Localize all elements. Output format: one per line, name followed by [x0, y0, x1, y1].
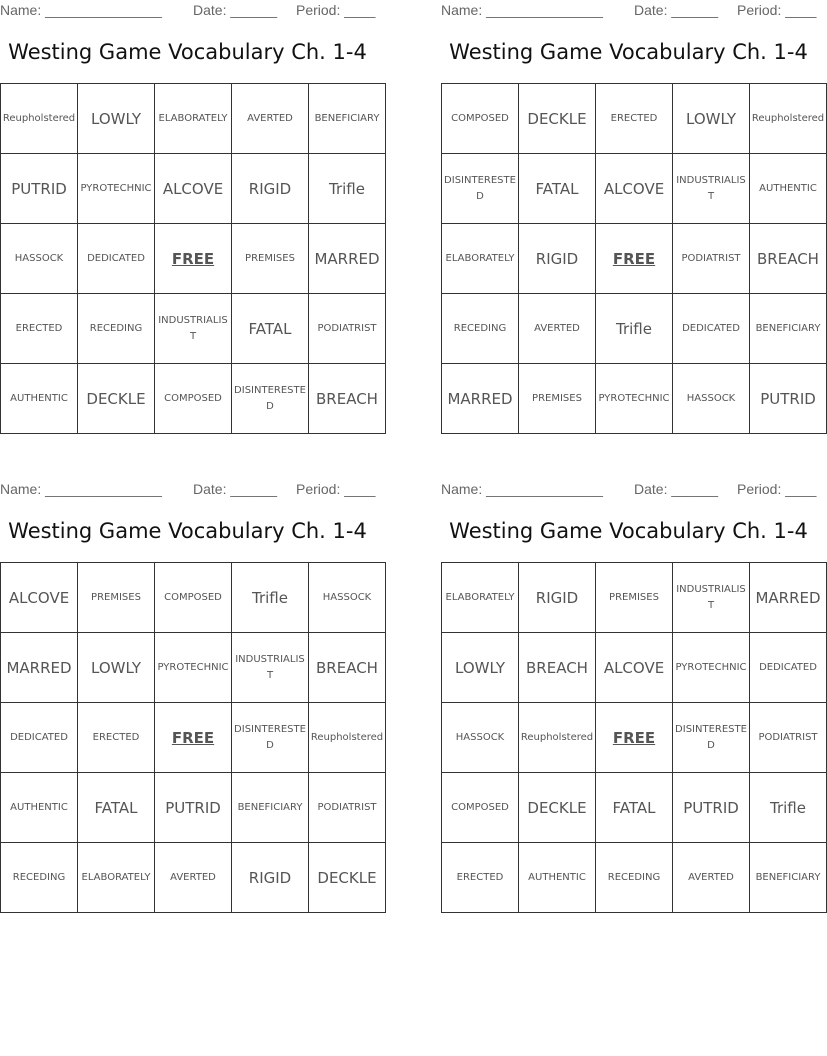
- free-space-cell: FREE: [596, 703, 673, 773]
- grid-cell: ELABORATELY: [78, 843, 155, 913]
- date-field: Date: ______: [193, 481, 278, 497]
- grid-cell: ELABORATELY: [155, 84, 232, 154]
- grid-cell: MARRED: [1, 633, 78, 703]
- date-field: Date: ______: [634, 2, 719, 18]
- grid-cell: AUTHENTIC: [519, 843, 596, 913]
- grid-cell: FATAL: [596, 773, 673, 843]
- grid-cell: DISINTERESTED: [442, 154, 519, 224]
- grid-cell: HASSOCK: [1, 224, 78, 294]
- grid-cell: AUTHENTIC: [1, 364, 78, 434]
- grid-cell: ELABORATELY: [442, 224, 519, 294]
- grid-cell: RIGID: [519, 224, 596, 294]
- grid-row: [1, 84, 386, 154]
- grid-cell: LOWLY: [78, 84, 155, 154]
- grid-cell: MARRED: [442, 364, 519, 434]
- grid-cell: PODIATRIST: [309, 294, 386, 364]
- grid-row: [442, 773, 827, 843]
- grid-cell: BREACH: [309, 633, 386, 703]
- card-title: Westing Game Vocabulary Ch. 1-4: [449, 519, 808, 543]
- grid-cell: COMPOSED: [155, 364, 232, 434]
- grid-cell: FATAL: [232, 294, 309, 364]
- grid-cell: Reupholstered: [1, 84, 78, 154]
- grid-cell: RIGID: [232, 843, 309, 913]
- grid-cell: PYROTECHNIC: [78, 154, 155, 224]
- grid-cell: PREMISES: [519, 364, 596, 434]
- name-field: Name: _______________: [0, 481, 162, 497]
- period-field: Period: ____: [296, 2, 376, 18]
- grid-cell: PYROTECHNIC: [596, 364, 673, 434]
- grid-cell: PODIATRIST: [673, 224, 750, 294]
- grid-cell: DISINTERESTED: [232, 364, 309, 434]
- grid-cell: MARRED: [309, 224, 386, 294]
- grid-cell: RIGID: [232, 154, 309, 224]
- free-space-cell: FREE: [596, 224, 673, 294]
- grid-row: [442, 633, 827, 703]
- grid-cell: AUTHENTIC: [750, 154, 827, 224]
- grid-cell: RECEDING: [78, 294, 155, 364]
- grid-cell: ERECTED: [596, 84, 673, 154]
- grid-cell: COMPOSED: [442, 84, 519, 154]
- grid-row: [442, 364, 827, 434]
- grid-cell: PUTRID: [750, 364, 827, 434]
- card-title: Westing Game Vocabulary Ch. 1-4: [449, 40, 808, 64]
- grid-row: [442, 703, 827, 773]
- grid-cell: Trifle: [596, 294, 673, 364]
- grid-cell: HASSOCK: [673, 364, 750, 434]
- period-field: Period: ____: [737, 481, 817, 497]
- grid-cell: PUTRID: [673, 773, 750, 843]
- grid-cell: DECKLE: [519, 773, 596, 843]
- grid-cell: ELABORATELY: [442, 563, 519, 633]
- grid-cell: ERECTED: [442, 843, 519, 913]
- grid-cell: COMPOSED: [442, 773, 519, 843]
- grid-cell: Reupholstered: [750, 84, 827, 154]
- grid-row: [442, 84, 827, 154]
- grid-row: [442, 154, 827, 224]
- name-field: Name: _______________: [0, 2, 162, 18]
- grid-cell: PYROTECHNIC: [673, 633, 750, 703]
- grid-cell: PYROTECHNIC: [155, 633, 232, 703]
- bingo-grid: [0, 83, 386, 434]
- grid-cell: LOWLY: [442, 633, 519, 703]
- grid-cell: LOWLY: [673, 84, 750, 154]
- grid-cell: BREACH: [309, 364, 386, 434]
- grid-cell: DECKLE: [309, 843, 386, 913]
- grid-cell: PODIATRIST: [309, 773, 386, 843]
- grid-cell: AVERTED: [155, 843, 232, 913]
- grid-cell: RECEDING: [596, 843, 673, 913]
- grid-cell: Trifle: [232, 563, 309, 633]
- grid-cell: PREMISES: [232, 224, 309, 294]
- card-header: [441, 481, 821, 499]
- grid-cell: DISINTERESTED: [673, 703, 750, 773]
- grid-cell: RECEDING: [442, 294, 519, 364]
- grid-row: [1, 633, 386, 703]
- grid-cell: AUTHENTIC: [1, 773, 78, 843]
- grid-cell: ALCOVE: [155, 154, 232, 224]
- bingo-grid: [441, 83, 827, 434]
- period-field: Period: ____: [296, 481, 376, 497]
- grid-row: [1, 294, 386, 364]
- free-space-cell: FREE: [155, 224, 232, 294]
- grid-row: [1, 224, 386, 294]
- card-title: Westing Game Vocabulary Ch. 1-4: [8, 519, 367, 543]
- grid-cell: DEDICATED: [1, 703, 78, 773]
- grid-row: [442, 563, 827, 633]
- grid-cell: DEDICATED: [78, 224, 155, 294]
- grid-cell: PUTRID: [1, 154, 78, 224]
- grid-cell: ALCOVE: [596, 154, 673, 224]
- grid-cell: HASSOCK: [442, 703, 519, 773]
- grid-cell: LOWLY: [78, 633, 155, 703]
- grid-row: [442, 294, 827, 364]
- grid-cell: BENEFICIARY: [309, 84, 386, 154]
- grid-row: [1, 773, 386, 843]
- grid-cell: INDUSTRIALIST: [232, 633, 309, 703]
- grid-cell: BENEFICIARY: [750, 294, 827, 364]
- grid-cell: ALCOVE: [596, 633, 673, 703]
- grid-cell: PREMISES: [78, 563, 155, 633]
- grid-cell: RECEDING: [1, 843, 78, 913]
- grid-row: [1, 364, 386, 434]
- grid-row: [442, 843, 827, 913]
- grid-cell: ALCOVE: [1, 563, 78, 633]
- grid-cell: INDUSTRIALIST: [673, 154, 750, 224]
- period-field: Period: ____: [737, 2, 817, 18]
- grid-cell: HASSOCK: [309, 563, 386, 633]
- grid-cell: DEDICATED: [750, 633, 827, 703]
- name-field: Name: _______________: [441, 2, 603, 18]
- grid-cell: COMPOSED: [155, 563, 232, 633]
- grid-cell: INDUSTRIALIST: [155, 294, 232, 364]
- grid-row: [1, 154, 386, 224]
- grid-cell: DISINTERESTED: [232, 703, 309, 773]
- grid-cell: Trifle: [309, 154, 386, 224]
- grid-cell: DECKLE: [519, 84, 596, 154]
- grid-cell: PREMISES: [596, 563, 673, 633]
- grid-cell: PODIATRIST: [750, 703, 827, 773]
- grid-cell: DEDICATED: [673, 294, 750, 364]
- grid-row: [1, 703, 386, 773]
- grid-cell: BENEFICIARY: [232, 773, 309, 843]
- name-field: Name: _______________: [441, 481, 603, 497]
- grid-cell: AVERTED: [519, 294, 596, 364]
- grid-cell: PUTRID: [155, 773, 232, 843]
- card-header: [441, 2, 821, 20]
- card-header: [0, 2, 380, 20]
- date-field: Date: ______: [634, 481, 719, 497]
- grid-cell: Trifle: [750, 773, 827, 843]
- bingo-grid: [441, 562, 827, 913]
- grid-cell: MARRED: [750, 563, 827, 633]
- grid-cell: Reupholstered: [519, 703, 596, 773]
- grid-cell: FATAL: [519, 154, 596, 224]
- grid-row: [1, 563, 386, 633]
- grid-cell: ERECTED: [78, 703, 155, 773]
- grid-cell: DECKLE: [78, 364, 155, 434]
- grid-cell: BREACH: [519, 633, 596, 703]
- card-header: [0, 481, 380, 499]
- grid-cell: BREACH: [750, 224, 827, 294]
- date-field: Date: ______: [193, 2, 278, 18]
- grid-cell: RIGID: [519, 563, 596, 633]
- grid-cell: INDUSTRIALIST: [673, 563, 750, 633]
- grid-cell: BENEFICIARY: [750, 843, 827, 913]
- grid-cell: AVERTED: [232, 84, 309, 154]
- free-space-cell: FREE: [155, 703, 232, 773]
- grid-row: [1, 843, 386, 913]
- grid-cell: ERECTED: [1, 294, 78, 364]
- grid-cell: Reupholstered: [309, 703, 386, 773]
- grid-cell: FATAL: [78, 773, 155, 843]
- grid-cell: AVERTED: [673, 843, 750, 913]
- bingo-grid: [0, 562, 386, 913]
- grid-row: [442, 224, 827, 294]
- card-title: Westing Game Vocabulary Ch. 1-4: [8, 40, 367, 64]
